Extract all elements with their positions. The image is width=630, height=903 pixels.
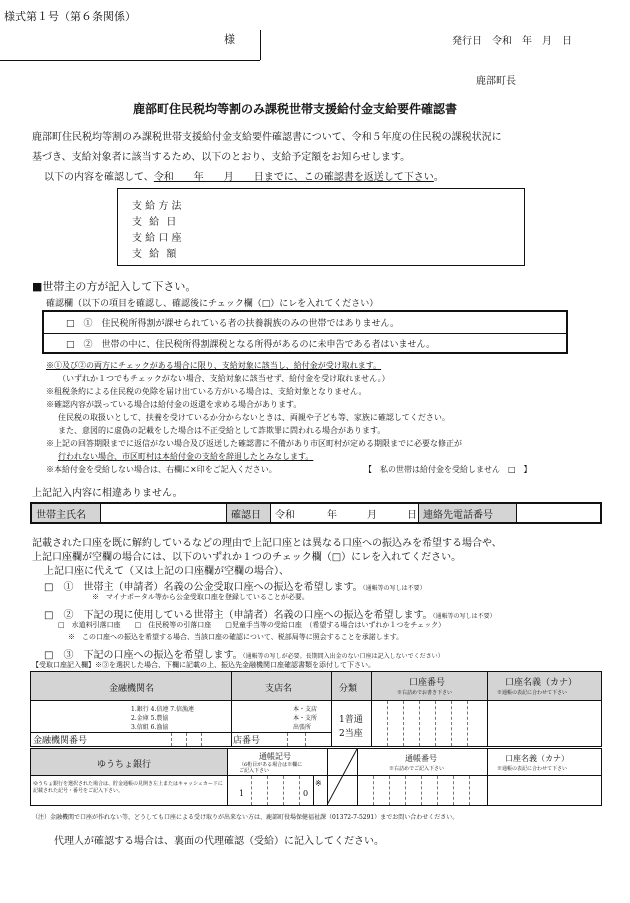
- note-8: [58, 451, 313, 462]
- intro-line-3: [44, 168, 444, 183]
- check-divider: [44, 333, 566, 334]
- note-2: （いずれか１つでもチェックがない場合、支給対象に該当せず、給付金を受け取れません。）: [58, 374, 390, 383]
- addressee-sama: 様: [224, 33, 235, 46]
- passnum-digit-sep-4: [421, 776, 422, 805]
- option-1-note: ※ マイナポータル等から公金受取口座を登録していることが必要。: [92, 593, 309, 601]
- householder-name-label: 世帯主氏名: [36, 510, 86, 521]
- yucho-col-line-4: [487, 749, 488, 805]
- branch-code-label: 店番号: [233, 736, 261, 746]
- yucho-note: ゆうちょ銀行を選択された場合は、貯金通帳の見開き左上またはキャッシュカードに記載された記号・番号をご記入下さい。: [33, 781, 223, 794]
- branch-header: 支店名: [265, 684, 293, 694]
- date-month: 月: [367, 510, 377, 521]
- payment-info-box: [117, 188, 525, 266]
- branch-type-2: 本・支所: [293, 715, 318, 722]
- yucho-name-sub: ※通帳の表記に合わせて下さい: [497, 766, 568, 772]
- passnum-digit-sep-6: [453, 776, 454, 805]
- yucho-col-line-3: [357, 749, 358, 805]
- bank-name-header: 金融機関名: [109, 684, 155, 694]
- note-3: ※租税条約による住民税の免除を届け出ている方がいる場合は、支給対象となりません。: [46, 387, 367, 396]
- date-year: 年: [327, 510, 337, 521]
- householder-row: [30, 502, 602, 524]
- note-4: ※確認内容が誤っている場合は給付金の返還を求める場合があります。: [46, 400, 302, 409]
- class-current[interactable]: 2当座: [339, 729, 363, 739]
- acct-digit-sep-4: [435, 701, 436, 746]
- passbook-number-label: 通帳番号: [405, 754, 437, 763]
- class-header: 分類: [339, 684, 358, 694]
- check-item-2[interactable]: □ ② 世帯の中に、住民税所得割課税となる所得があるのに未申告である者はいません。: [66, 340, 436, 350]
- passbook-number-sub: ※右詰めでご記入下さい: [389, 766, 445, 772]
- addressee-line: [0, 60, 260, 61]
- account-number-sub: ※右詰めでお書き下さい: [397, 690, 453, 696]
- yucho-label-cell: [31, 749, 227, 775]
- bank-code-digit-sep-1: [171, 733, 172, 746]
- bank-type-3: 3.信組 6.漁協: [131, 724, 169, 731]
- yucho-col-line-1: [227, 749, 228, 805]
- account-p2: 上記口座欄が空欄の場合には、以下のいずれか１つのチェック欄（□）にレを入れてください。: [32, 552, 462, 563]
- confirm-date-field[interactable]: [270, 504, 419, 522]
- payment-method-label: 支 給 方 法: [132, 201, 182, 212]
- passnum-digit-sep-1: [373, 776, 374, 805]
- note-8-text: 行われない場合、市区町村は本給付金の支給を辞退したとみなします。: [58, 452, 314, 461]
- acct-digit-sep-3: [419, 701, 420, 746]
- bank-code-digit-sep-2: [186, 733, 187, 746]
- page-title: 鹿部町住民税均等割のみ課税世帯支援給付金支給要件確認書: [133, 102, 458, 116]
- passbook-symbol-label: 通帳記号: [259, 752, 291, 761]
- issue-date: 発行日 令和 年 月 日: [452, 36, 572, 47]
- bank-table-header-line: [31, 700, 601, 701]
- acct-digit-sep-1: [387, 701, 388, 746]
- yucho-name-label: 口座名義（カナ）: [505, 754, 569, 763]
- confirm-date-label: 確認日: [231, 510, 261, 521]
- agree-text: 上記記入内容に相違ありません。: [32, 488, 183, 499]
- yucho-label: ゆうちょ銀行: [97, 760, 152, 770]
- bank-type-2: 2.金庫 5.農協: [131, 715, 169, 722]
- date-day: 日: [407, 510, 417, 521]
- account-form-label: 【受取口座記入欄】※③を選択した場合、下欄に記載の上、振込先金融機関口座確認書類を添付して下さい。: [32, 661, 375, 669]
- acct-digit-sep-5: [451, 701, 452, 746]
- date-era: 令和: [275, 510, 295, 521]
- passbook-digit-0: 0: [303, 789, 309, 798]
- payment-account-label: 支 給 口 座: [132, 233, 182, 244]
- note-5: 住民税の取扱いとして、扶養を受けているか分からないときは、両親や子ども等、家族に確認してください。: [58, 413, 450, 422]
- acct-digit-sep-2: [403, 701, 404, 746]
- option-3[interactable]: [44, 646, 444, 661]
- note-7: ※上記の回答期限までに返信がない場合及び返送した確認書に不備があり市区町村が定める期限までに必要な修正が: [46, 439, 462, 448]
- option-3-small: （通帳等の写しが必要。長期間入出金のない口座は記入しないでください）: [242, 653, 444, 660]
- option-1[interactable]: [44, 578, 426, 593]
- bank-table: [30, 671, 602, 747]
- check-item-1[interactable]: □ ① 住民税所得割が課せられている者の扶養親族のみの世帯ではありません。: [66, 319, 400, 329]
- issuer: 鹿部町長: [476, 76, 516, 87]
- option-1-small: （通帳等の写しは不要）: [362, 585, 426, 592]
- bank-code-label: 金融機関番号: [33, 736, 88, 746]
- form-number: 様式第１号（第６条関係）: [4, 10, 136, 23]
- section-head-householder: ■世帯主の方が記入して下さい。: [32, 280, 197, 293]
- option-2[interactable]: [44, 606, 496, 621]
- bank-col-line-1: [231, 672, 232, 746]
- intro-line-1: 鹿部町住民税均等割のみ課税世帯支援給付金支給要件確認書について、令和５年度の住民税の課税状況に: [32, 132, 502, 143]
- yucho-slash: [327, 749, 357, 805]
- intro-line-3-c: 。: [433, 172, 444, 183]
- bank-col-line-4: [487, 672, 488, 746]
- account-p3: 上記口座に代えて（又は上記の口座欄が空欄の場合）、: [44, 566, 289, 577]
- yucho-table: [30, 748, 602, 806]
- passnum-digit-sep-5: [437, 776, 438, 805]
- branch-code-digit-sep-1: [287, 733, 288, 746]
- passbook-digit-sep-2: [267, 776, 268, 805]
- option-2-small: （通帳等の写しは不要）: [432, 613, 496, 620]
- class-ordinary[interactable]: 1普通: [339, 715, 363, 725]
- branch-type-3: 出張所: [293, 724, 312, 731]
- passbook-digit-sep-3: [283, 776, 284, 805]
- passnum-digit-sep-7: [469, 776, 470, 805]
- branch-code-digit-sep-2: [305, 733, 306, 746]
- account-name-sub: ※通帳の表記に合わせて下さい: [497, 690, 568, 696]
- bank-code-digit-sep-3: [201, 733, 202, 746]
- decline-box[interactable]: 【 私の世帯は給付金を受給しません □ 】: [364, 465, 532, 474]
- householder-name-field[interactable]: [100, 504, 227, 522]
- acct-digit-sep-6: [467, 701, 468, 746]
- option-1-text: □ ① 世帯主（申請者）名義の公金受取口座への振込を希望します。: [44, 582, 363, 593]
- note-1-text: ※①及び②の両方にチェックがある場合に限り、支給対象に該当し、給付金が受け取れます。: [46, 361, 382, 370]
- payment-amount-label: 支 給 額: [132, 249, 179, 260]
- account-name-header: 口座名義（カナ）: [505, 678, 578, 688]
- householder-name-label-cell: [32, 504, 100, 522]
- option-2-sub[interactable]: □ 水道料引落口座 □ 住民税等の引落口座 □児童手当等の受給口座 （希望する場合はいずれか１つをチェック）: [58, 621, 446, 629]
- yucho-header-line: [31, 775, 601, 776]
- note-9: ※本給付金を受給しない場合は、右欄に×印をご記入ください。: [46, 465, 277, 474]
- branch-type-1: 本・支店: [293, 706, 318, 713]
- passnum-digit-sep-3: [405, 776, 406, 805]
- account-number-header: 口座番号: [409, 678, 446, 688]
- passnum-digit-sep-2: [389, 776, 390, 805]
- footer-agent: 代理人が確認する場合は、裏面の代理確認（受給）に記入してください。: [54, 836, 384, 847]
- phone-field[interactable]: [516, 504, 600, 522]
- note-6: また、意図的に虚偽の記載をした場合は不正受給として詐欺罪に問われる場合があります。: [58, 426, 386, 435]
- account-p1: 記載された口座を既に解約しているなどの理由で上記口座とは異なる口座への振込みを希望する場合や、: [32, 538, 502, 549]
- intro-line-2: 基づき、支給対象者に該当するため、以下のとおり、支給予定額をお知らせします。: [32, 152, 411, 163]
- bank-col-line-2: [331, 672, 332, 746]
- payment-date-label: 支 給 日: [132, 217, 179, 228]
- note-1: [46, 360, 381, 371]
- return-deadline: 令和 年 月 日までに、この確認書を返送して下さい: [153, 172, 434, 183]
- passbook-digit-sep-1: [251, 776, 252, 805]
- passbook-digit-sep-4: [299, 776, 300, 805]
- option-2-text: □ ② 下記の現に使用している世帯主（申請者）名義の口座への振込を希望します。: [44, 610, 433, 621]
- passbook-star: ※: [315, 779, 322, 788]
- phone-label: 連絡先電話番号: [423, 510, 493, 521]
- check-items-box: [42, 310, 568, 354]
- phone-label-cell: [418, 504, 517, 522]
- bank-col-line-3: [371, 672, 372, 746]
- passbook-symbol-sub: （6桁目がある場合は※欄に ご記入下さい: [239, 762, 303, 774]
- passbook-star-sep: [313, 776, 314, 805]
- confirm-date-label-cell: [226, 504, 271, 522]
- bank-type-1: 1.銀行 4.信連 7.信漁連: [131, 706, 194, 713]
- option-3-text: □ ③ 下記の口座への振込を希望します。: [44, 650, 243, 661]
- passbook-digit-1: 1: [239, 789, 245, 798]
- option-2-note: ※ この口座への振込を希望する場合、当該口座の確認について、税部局等に照会することを承諾します。: [68, 633, 404, 641]
- footer-note: （注）金融機関で口座が作れない等、どうしても口座による受け取りが出来ない方は、鹿部町役場保健福祉課（01372-7-5291）までお問い合わせください。: [32, 814, 459, 821]
- addressee-divider: [260, 30, 261, 60]
- check-instruction: 確認欄（以下の項目を確認し、確認後にチェック欄（□）にレを入れてください）: [46, 299, 379, 309]
- intro-line-3-a: 以下の内容を確認して、: [44, 172, 154, 183]
